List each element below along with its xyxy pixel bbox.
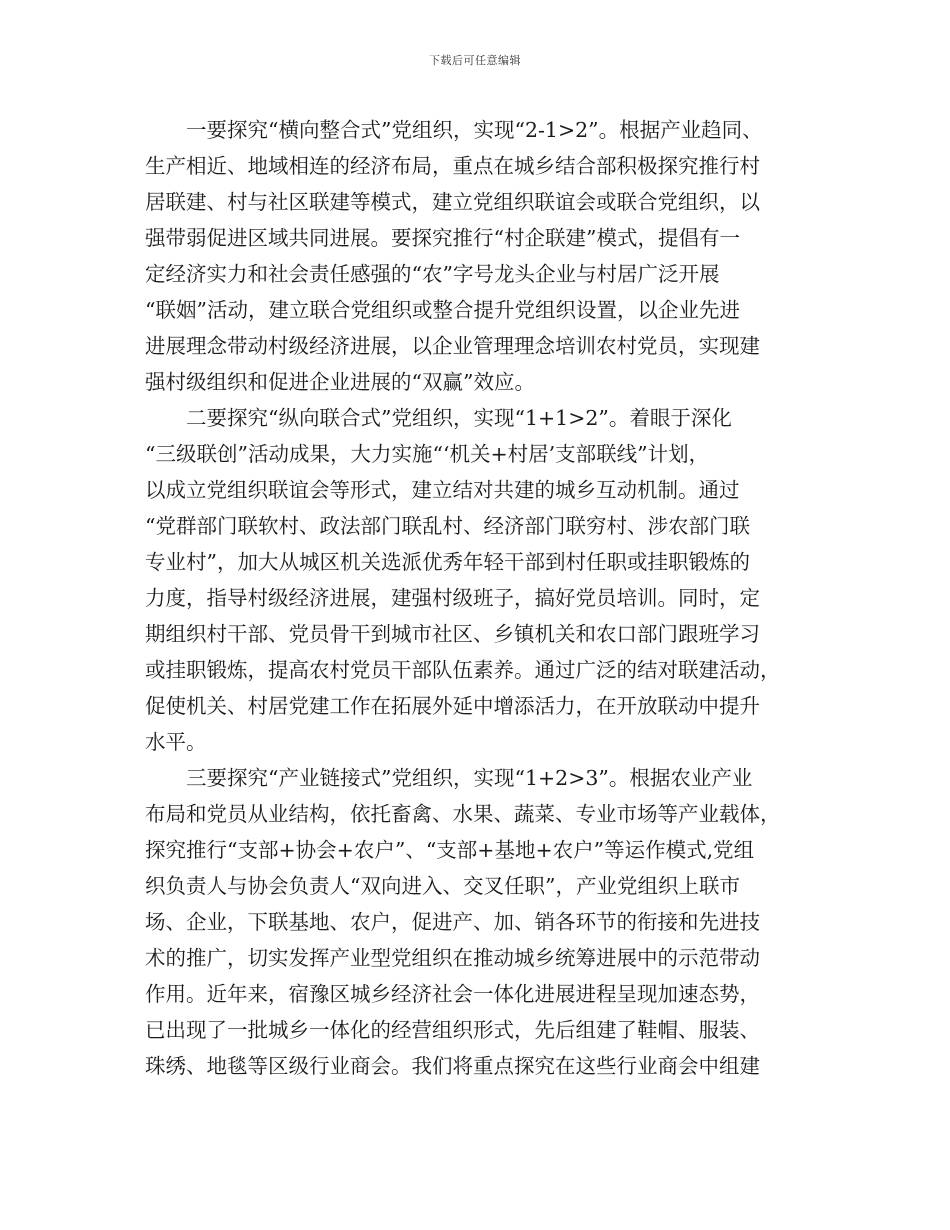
text-line: 布局和党员从业结构，依托畜禽、水果、蔬菜、专业市场等产业载体， (145, 802, 781, 826)
text-line: 以成立党组织联谊会等形式，建立结对共建的城乡互动机制。通过 (145, 478, 740, 502)
text-line: 织负责人与协会负责人“双向进入、交叉任职”，产业党组织上联市 (145, 874, 740, 898)
text-line: 定经济实力和社会责任感强的“农”字号龙头企业与村居广泛开展 (145, 262, 720, 286)
text-line: 力度，指导村级经济进展，建强村级班子，搞好党员培训。同时，定 (145, 586, 760, 610)
text-line: 珠绣、地毯等区级行业商会。我们将重点探究在这些行业商会中组建 (145, 1054, 760, 1078)
text-line: “联姻”活动，建立联合党组织或整合提升党组织设置，以企业先进 (145, 298, 740, 322)
text-line: 强带弱促进区域共同进展。要探究推行“村企联建”模式，提倡有一 (145, 226, 740, 250)
page-header: 下载后可任意编辑 (429, 54, 521, 67)
text-line: 探究推行“支部+协会+农户”、“支部+基地+农户”等运作模式,党组 (145, 838, 755, 862)
text-line: 强村级组织和促进企业进展的“双赢”效应。 (145, 370, 535, 394)
text-line: 专业村”，加大从城区机关选派优秀年轻干部到村任职或挂职锻炼的 (145, 550, 750, 574)
text-line: 三要探究“产业链接式”党组织，实现“1+2>3”。根据农业产业 (145, 766, 753, 790)
text-line: 居联建、村与社区联建等模式，建立党组织联谊会或联合党组织，以 (145, 190, 760, 214)
text-line: 作用。近年来，宿豫区城乡经济社会一体化进展进程呈现加速态势， (145, 982, 760, 1006)
text-line: 术的推广，切实发挥产业型党组织在推动城乡统筹进展中的示范带动 (145, 946, 760, 970)
text-line: 期组织村干部、党员骨干到城市社区、乡镇机关和农口部门跟班学习 (145, 622, 760, 646)
text-line: 二要探究“纵向联合式”党组织，实现“1+1>2”。着眼于深化 (145, 406, 732, 430)
text-line: 或挂职锻炼，提高农村党员干部队伍素养。通过广泛的结对联建活动， (145, 658, 781, 682)
text-line: 生产相近、地域相连的经济布局，重点在城乡结合部积极探究推行村 (145, 154, 760, 178)
text-line: “三级联创”活动成果，大力实施“‘机关+村居’支部联线”计划， (145, 442, 710, 466)
text-line: 进展理念带动村级经济进展，以企业管理理念培训农村党员，实现建 (145, 334, 760, 358)
text-line: 促使机关、村居党建工作在拓展外延中增添活力，在开放联动中提升 (145, 694, 760, 718)
text-line: “党群部门联软村、政法部门联乱村、经济部门联穷村、涉农部门联 (145, 514, 750, 538)
text-line: 一要探究“横向整合式”党组织，实现“2-1>2”。根据产业趋同、 (145, 118, 763, 142)
text-line: 水平。 (145, 730, 207, 754)
text-line: 场、企业，下联基地、农户，促进产、加、销各环节的衔接和先进技 (145, 910, 760, 934)
text-line: 已出现了一批城乡一体化的经营组织形式，先后组建了鞋帽、服装、 (145, 1018, 760, 1042)
